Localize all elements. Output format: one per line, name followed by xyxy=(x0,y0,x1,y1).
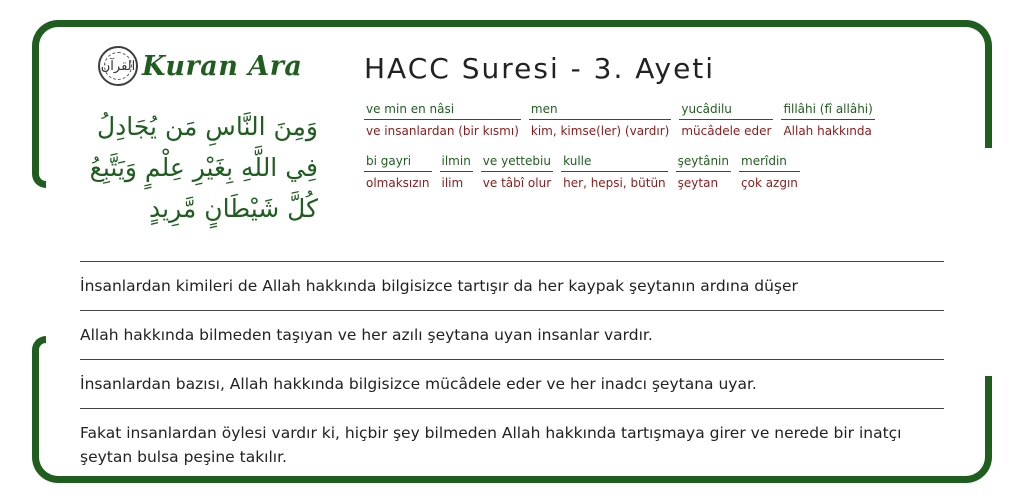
page-title: HACC Suresi - 3. Ayeti xyxy=(364,52,716,85)
word-transliteration: ve yettebiu xyxy=(481,152,553,172)
word-meaning: çok azgın xyxy=(741,176,798,190)
translation-item: İnsanlardan bazısı, Allah hakkında bilgisizce mücâdele eder ve her inadcı şeytana uyar. xyxy=(80,359,944,408)
word-meaning: her, hepsi, bütün xyxy=(563,176,666,190)
word-item[interactable] xyxy=(440,152,473,190)
word-meaning: kim, kimse(ler) (vardır) xyxy=(530,124,670,138)
word-meaning: olmaksızın xyxy=(366,176,430,190)
word-transliteration: merîdin xyxy=(739,152,800,172)
word-meaning: ve tâbî olur xyxy=(482,176,552,190)
translation-item: Allah hakkında bilmeden taşıyan ve her azılı şeytana uyan insanlar vardır. xyxy=(80,310,944,359)
word-transliteration: şeytânin xyxy=(676,152,731,172)
word-meaning: Allah hakkında xyxy=(783,124,872,138)
word-meaning: mücâdele eder xyxy=(681,124,772,138)
word-item[interactable] xyxy=(739,152,800,190)
logo-text: Kuran Ara xyxy=(142,50,303,82)
word-transliteration: ve min en nâsi xyxy=(364,100,521,120)
site-logo[interactable] xyxy=(98,46,302,86)
word-row xyxy=(364,152,924,190)
word-item[interactable] xyxy=(781,100,874,138)
word-meaning: şeytan xyxy=(677,176,719,190)
word-transliteration: fillâhi (fî allâhi) xyxy=(781,100,874,120)
word-by-word-table xyxy=(364,100,924,204)
arabic-verse: وَمِنَ النَّاسِ مَن يُجَادِلُ فِي اللَّهِ بِغَيْرِ عِلْمٍ وَيَتَّبِعُ كُلَّ شَيْطَانٍ مَّرِيدٍ xyxy=(89,112,318,223)
word-transliteration: ilmin xyxy=(440,152,473,172)
word-item[interactable] xyxy=(364,152,432,190)
word-item[interactable] xyxy=(529,100,671,138)
word-transliteration: bi gayri xyxy=(364,152,432,172)
word-row xyxy=(364,100,924,138)
word-item[interactable] xyxy=(364,100,521,138)
word-item[interactable] xyxy=(481,152,553,190)
translation-item: İnsanlardan kimileri de Allah hakkında bilgisizce tartışır da her kaypak şeytanın ardına düşer xyxy=(80,261,944,310)
word-item[interactable] xyxy=(561,152,668,190)
word-meaning: ve insanlardan (bir kısmı) xyxy=(366,124,519,138)
word-transliteration: kulle xyxy=(561,152,668,172)
translations-list xyxy=(80,261,944,481)
word-item[interactable] xyxy=(679,100,773,138)
word-meaning: ilim xyxy=(441,176,464,190)
word-item[interactable] xyxy=(676,152,731,190)
quran-emblem-icon: القرآن xyxy=(98,46,138,86)
word-transliteration: men xyxy=(529,100,671,120)
translation-item: Fakat insanlardan öylesi vardır ki, hiçbir şey bilmeden Allah hakkında tartışmaya girer ve nerede bir inatçı şeytan bulsa peşine takılır. xyxy=(80,408,944,481)
word-transliteration: yucâdilu xyxy=(679,100,773,120)
